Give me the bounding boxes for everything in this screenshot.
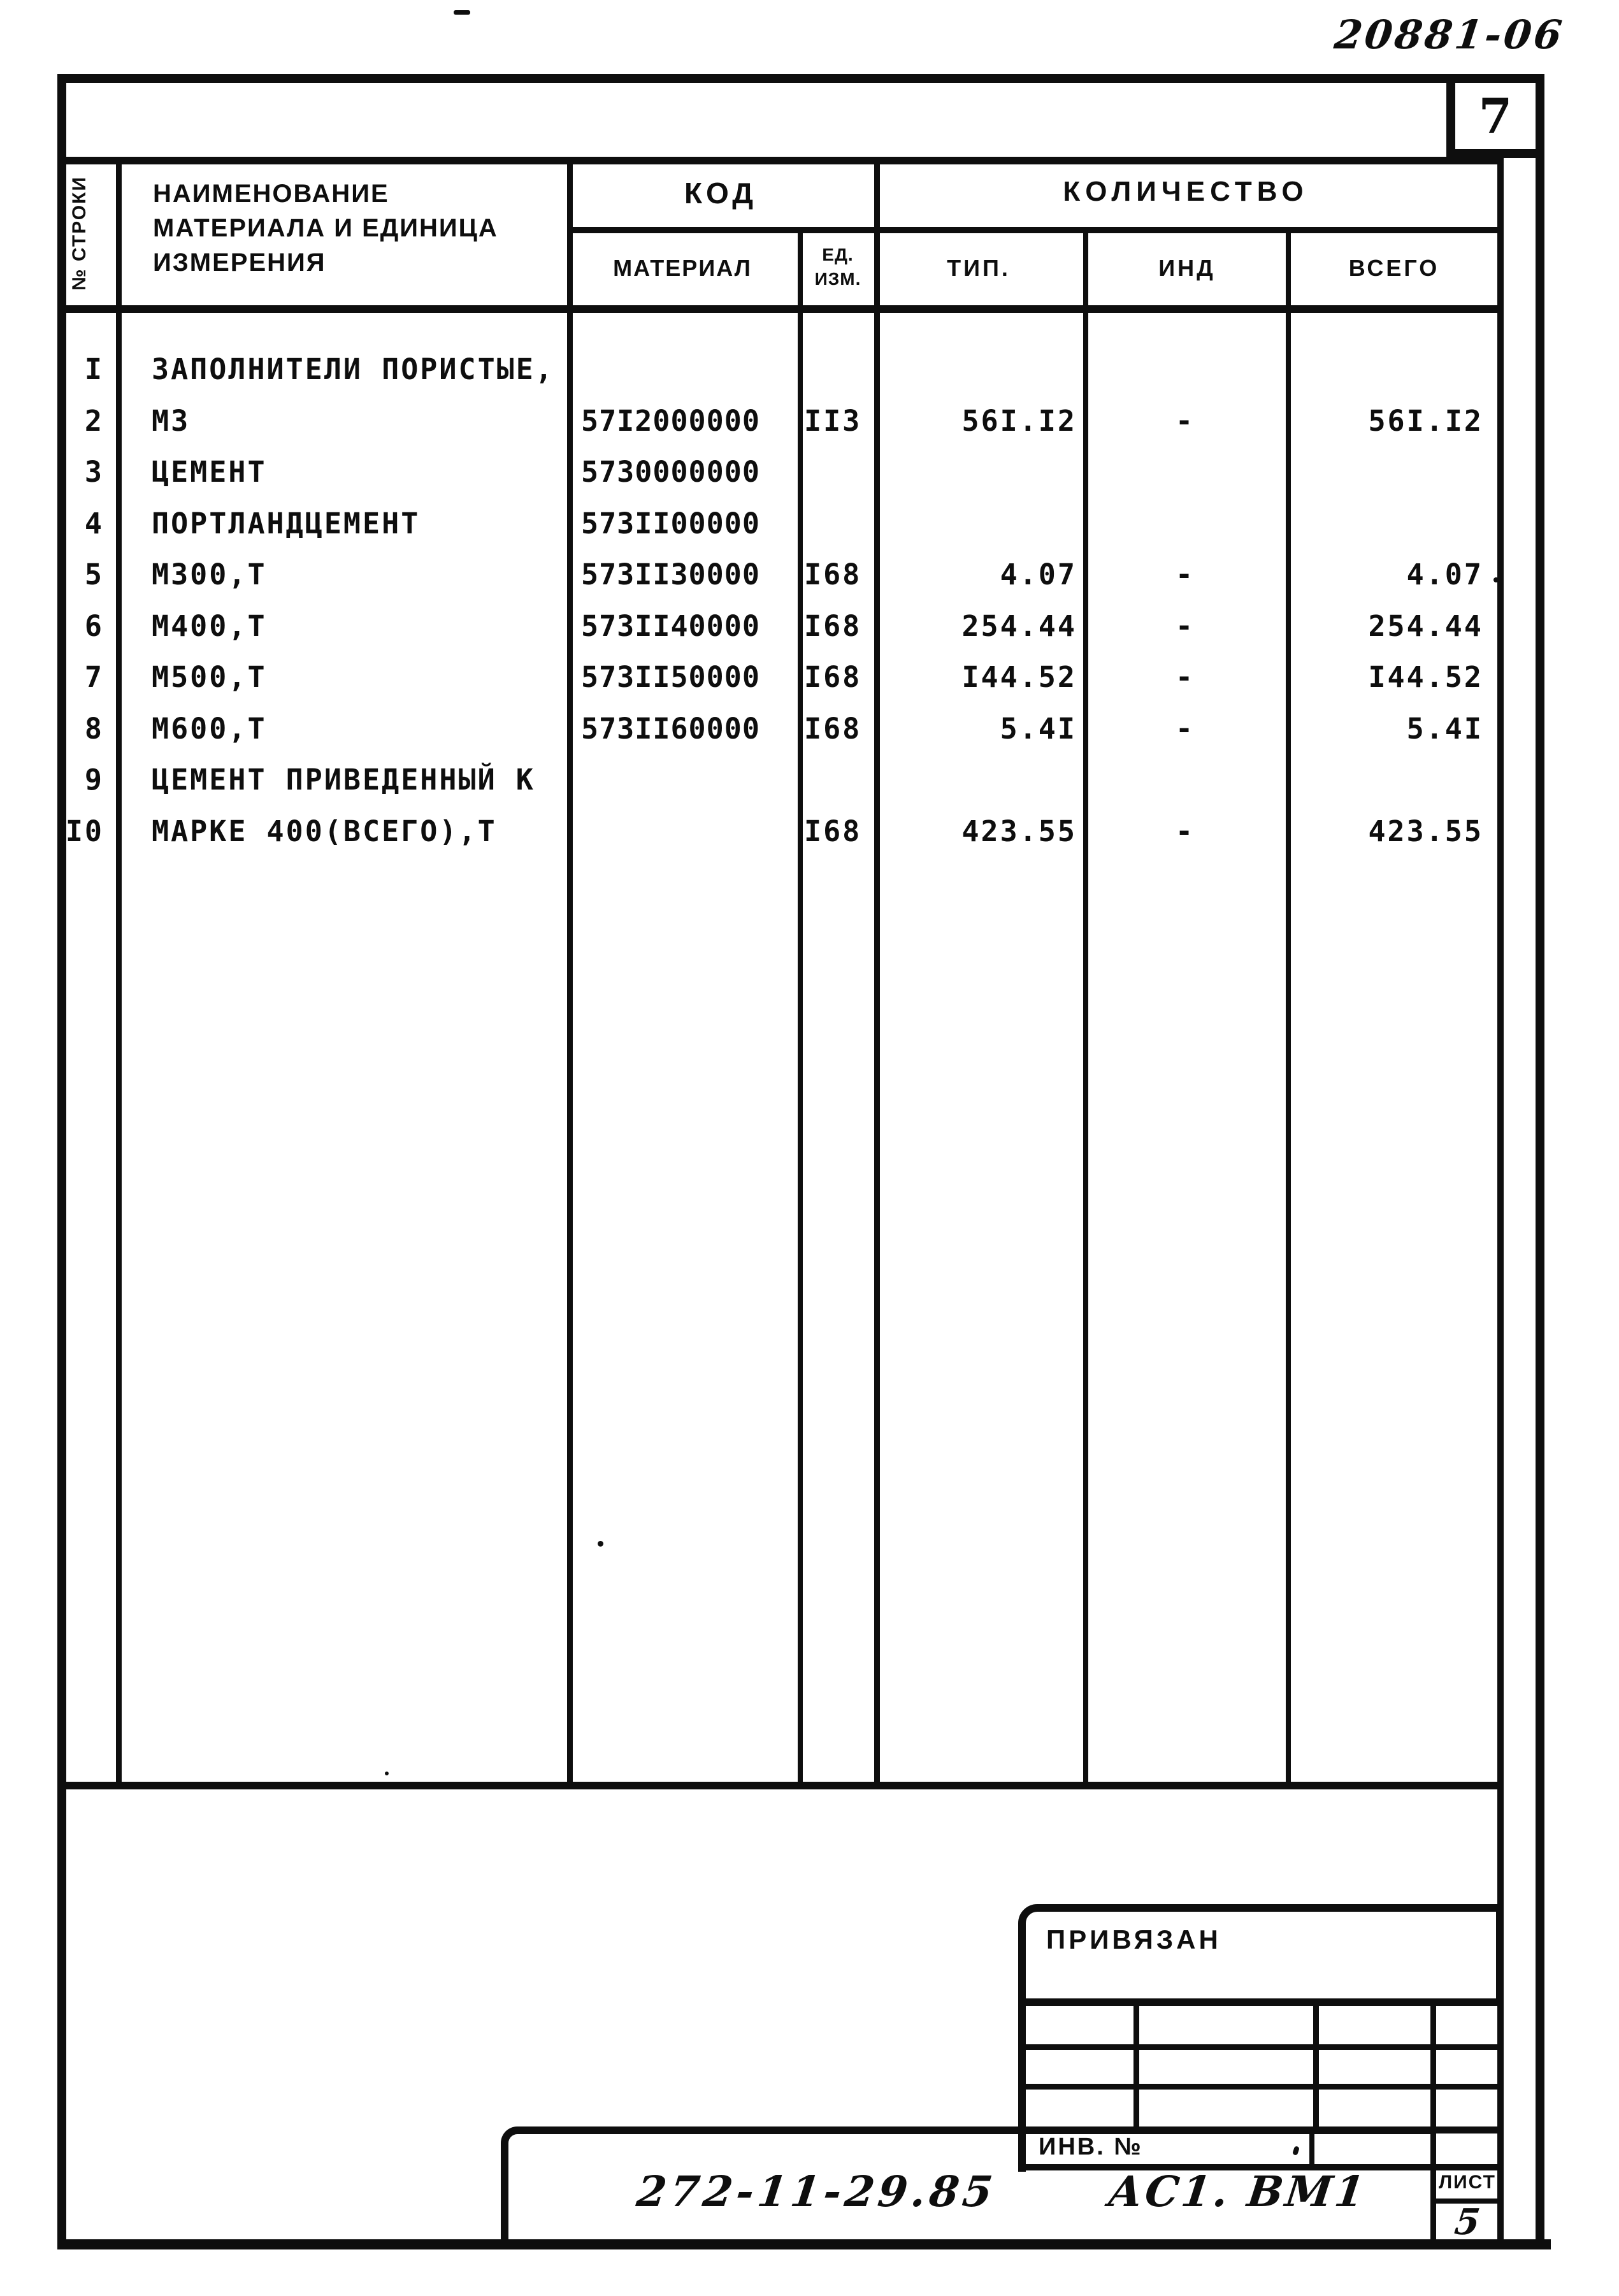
unit-code-cell: I68 [804,660,862,694]
material-name-cell: М3 [152,403,191,438]
row-number-cell: 9 [84,763,104,797]
material-code-cell: 573II00000 [581,506,760,540]
header-group-split-line [567,227,1504,233]
material-name-cell: ЦЕМЕНТ [152,455,267,489]
tip-header: ТИП. [947,255,1011,281]
project-code: 272-11-29.85 [634,2167,999,2216]
qty-ind-cell: - [1175,558,1195,591]
unit-code-cell: II3 [804,403,862,438]
privyazan-label: ПРИВЯЗАН [1046,1924,1221,1954]
unit-header-line-1: ЕД. [822,245,854,264]
table-row [0,549,1619,600]
unit-code-cell: I68 [804,558,862,591]
qty-ind-cell: - [1175,403,1195,438]
privyazan-box [1018,1904,1504,2006]
table-row [0,704,1619,755]
grid-col-line-3 [1430,2006,1436,2239]
row-number-cell: 5 [84,558,104,591]
sheet-number: 5 [1452,2201,1483,2243]
row-number-column-header: № СТРОКИ [69,176,90,291]
row-number-cell: 7 [84,660,104,694]
material-name-cell: ПОРТЛАНДЦЕМЕНТ [152,506,421,540]
row-number-cell: 4 [84,506,104,540]
material-code-cell: 573II40000 [581,609,760,643]
qty-ind-cell: - [1175,609,1195,643]
grid-col-line-2 [1313,2006,1319,2131]
unit-code-cell: I68 [804,711,862,746]
material-header: МАТЕРИАЛ [613,255,752,281]
table-row [0,498,1619,549]
material-name-cell: М500,Т [152,660,267,694]
table-row [0,447,1619,498]
row-number-cell: 2 [84,403,104,438]
material-name-cell: ЦЕМЕНТ ПРИВЕДЕННЫЙ К [152,763,535,797]
qty-total-cell: 5.4I [1406,711,1483,746]
handwritten-doc-number: 20881-06 [1332,11,1567,58]
qty-total-cell: 423.55 [1368,814,1483,848]
qty-tip-cell: 423.55 [961,814,1077,848]
scan-speck [385,1772,389,1775]
qty-tip-cell: I44.52 [961,660,1077,694]
table-top-line [57,157,1504,164]
material-name-cell: МАРКЕ 400(ВСЕГО),Т [152,814,497,848]
qty-ind-cell: - [1175,814,1195,848]
material-code-cell: 57I2000000 [581,403,760,438]
table-row [0,344,1619,395]
qty-tip-cell: 254.44 [961,609,1077,643]
qty-tip-cell: 4.07 [1000,558,1077,591]
material-code-cell: 573II50000 [581,660,760,694]
qty-ind-cell: - [1175,660,1195,694]
material-name-cell: М400,Т [152,609,267,643]
qty-tip-cell: 56I.I2 [961,403,1077,438]
quantity-group-header: КОЛИЧЕСТВО [1063,176,1309,207]
row-number-cell: I0 [65,814,104,848]
page-number-box [1446,74,1544,158]
page-top-border [57,74,1446,83]
material-code-cell: 573II60000 [581,711,760,746]
qty-total-cell: I44.52 [1368,660,1483,694]
table-row [0,652,1619,703]
total-header: ВСЕГО [1348,255,1440,281]
grid-col-line-1 [1133,2006,1139,2131]
material-name-cell: М600,Т [152,711,267,746]
page-bottom-border [57,2239,1551,2249]
qty-tip-cell: 5.4I [1000,711,1077,746]
sheet-label: ЛИСТ [1439,2172,1496,2193]
qty-total-cell: 254.44 [1368,609,1483,643]
unit-code-cell: I68 [804,609,862,643]
qty-ind-cell: - [1175,711,1195,746]
material-code-cell: 5730000000 [581,455,760,489]
row-number-cell: I [84,352,104,386]
table-row [0,806,1619,857]
row-number-cell: 8 [84,711,104,746]
unit-header-line-2: ИЗМ. [814,269,861,289]
scan-speck [598,1541,603,1547]
table-row [0,396,1619,447]
name-header-line-1: НАИМЕНОВАНИЕ [153,180,389,208]
scan-speck [1493,577,1499,582]
page-number: 7 [1478,88,1513,145]
name-header-line-2: МАТЕРИАЛА И ЕДИНИЦА [153,214,498,242]
unit-code-cell: I68 [804,814,862,848]
qty-total-cell: 56I.I2 [1368,403,1483,438]
code-group-header: КОД [684,177,758,210]
scan-speck [454,10,470,15]
drawing-code: АС1. ВМ1 [1105,2167,1370,2216]
row-number-cell: 3 [84,455,104,489]
material-code-cell: 573II30000 [581,558,760,591]
material-name-cell: М300,Т [152,558,267,591]
inventory-label: ИНВ. № [1039,2134,1143,2160]
name-header-line-3: ИЗМЕРЕНИЯ [153,249,326,277]
qty-total-cell: 4.07 [1406,558,1483,591]
table-row [0,755,1619,805]
ind-header: ИНД [1158,255,1216,281]
row-number-cell: 6 [84,609,104,643]
table-row [0,601,1619,652]
material-name-cell: ЗАПОЛНИТЕЛИ ПОРИСТЫЕ, [152,352,554,386]
